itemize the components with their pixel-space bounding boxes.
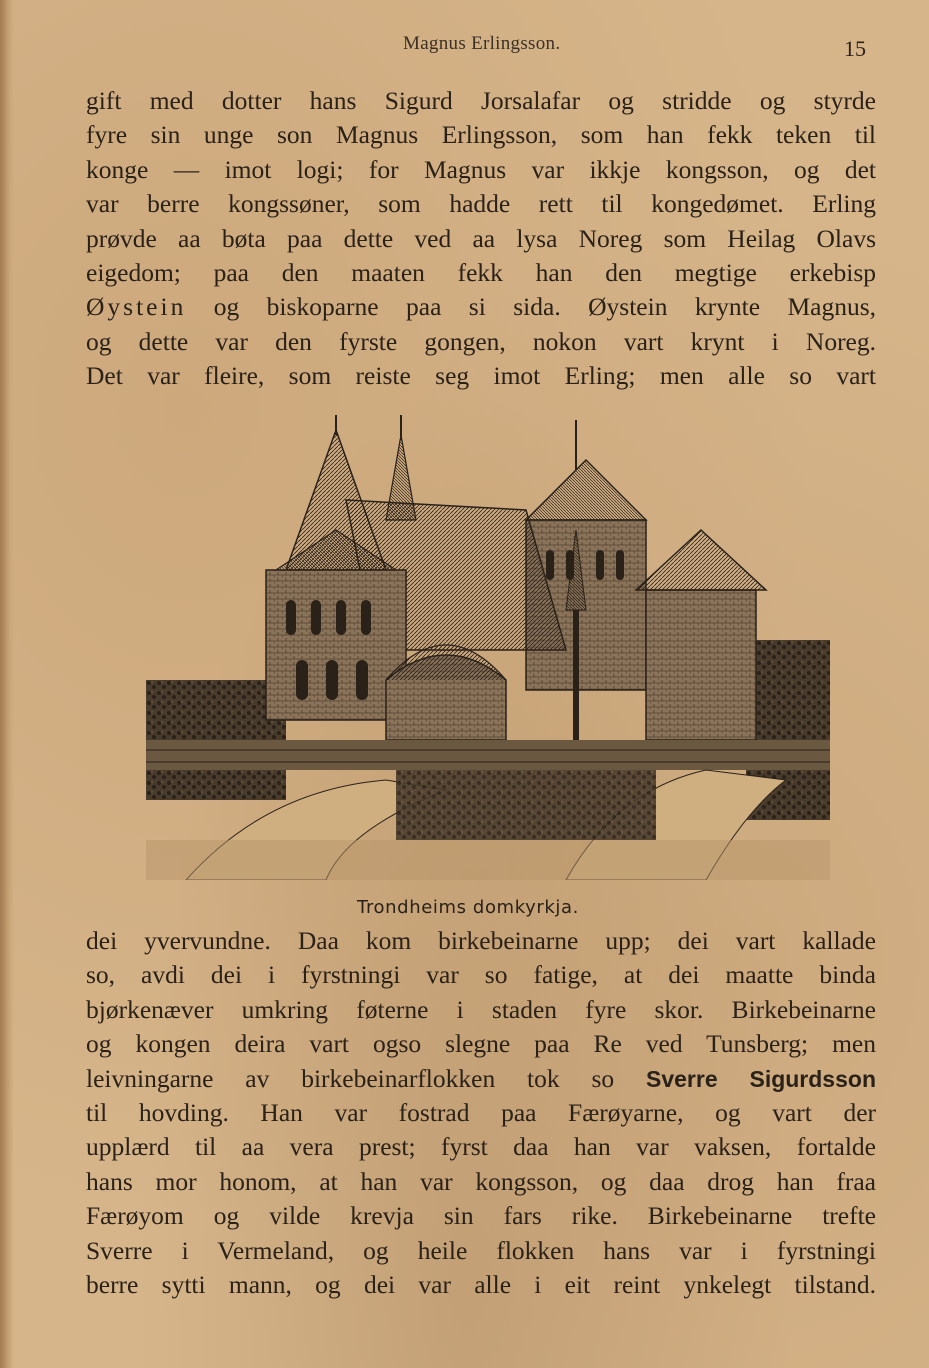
text-line: og kongen deira vart ogso slegne paa Re ved Tunsberg; men	[86, 1029, 876, 1059]
text-line	[86, 290, 876, 324]
text-line: hans mor honom, at han var kongsson, og daa drog han fraa	[86, 1166, 876, 1196]
body-text-top	[86, 84, 876, 394]
text-line: prøvde aa bøta paa dette ved aa lysa Noreg som Heilag Olavs	[86, 223, 876, 253]
text-line: Det var fleire, som reiste seg imot Erling; men alle so vart	[86, 361, 876, 391]
text-line: fyre sin unge son Magnus Erlingsson, som han fekk teken til	[86, 120, 876, 150]
text-line-rest: og biskoparne paa si sida. Øystein krynte Magnus,	[186, 292, 876, 322]
body-text-bottom	[86, 924, 876, 1302]
name-oystein-spaced: Øystein	[86, 292, 187, 322]
illustration-caption: Trondheims domkyrkja.	[357, 897, 579, 918]
text-line: var berre kongssøner, som hadde rett til kongedømet. Erling	[86, 189, 876, 219]
text-line: gift med dotter hans Sigurd Jorsalafar og stridde og styrde	[86, 86, 876, 115]
book-spine-shadow	[0, 0, 14, 1368]
text-line: berre sytti mann, og dei var alle i eit reint ynkelegt tilstand.	[86, 1270, 876, 1300]
text-line: konge — imot logi; for Magnus var ikkje kongsson, og det	[86, 154, 876, 184]
name-sverre-sigurdsson-bold: Sverre Sigurdsson	[646, 1065, 876, 1092]
running-title: Magnus Erlingsson.	[403, 33, 561, 54]
text-line: Færøyom og vilde krevja sin fars rike. Birkebeinarne trefte	[86, 1201, 876, 1231]
text-line: bjørkenæver umkring føterne i staden fyre skor. Birkebeinarne	[86, 994, 876, 1024]
cathedral-illustration	[146, 410, 830, 880]
page-number: 15	[844, 36, 866, 61]
text-line: eigedom; paa den maaten fekk han den megtige erkebisp	[86, 258, 876, 288]
text-line-pre: leivningarne av birkebeinarflokken tok so	[86, 1063, 646, 1093]
text-line: upplærd til aa vera prest; fyrst daa han var vaksen, fortalde	[86, 1132, 876, 1162]
text-line: til hovding. Han var fostrad paa Færøyarne, og vart der	[86, 1098, 876, 1128]
text-line: dei yvervundne. Daa kom birkebeinarne upp; dei vart kallade	[86, 926, 876, 955]
text-line: Sverre i Vermeland, og heile flokken hans var i fyrstningi	[86, 1235, 876, 1265]
text-line: so, avdi dei i fyrstningi var so fatige, at dei maatte binda	[86, 960, 876, 990]
text-line	[86, 1062, 876, 1096]
text-line: og dette var den fyrste gongen, nokon vart krynt i Noreg.	[86, 326, 876, 356]
